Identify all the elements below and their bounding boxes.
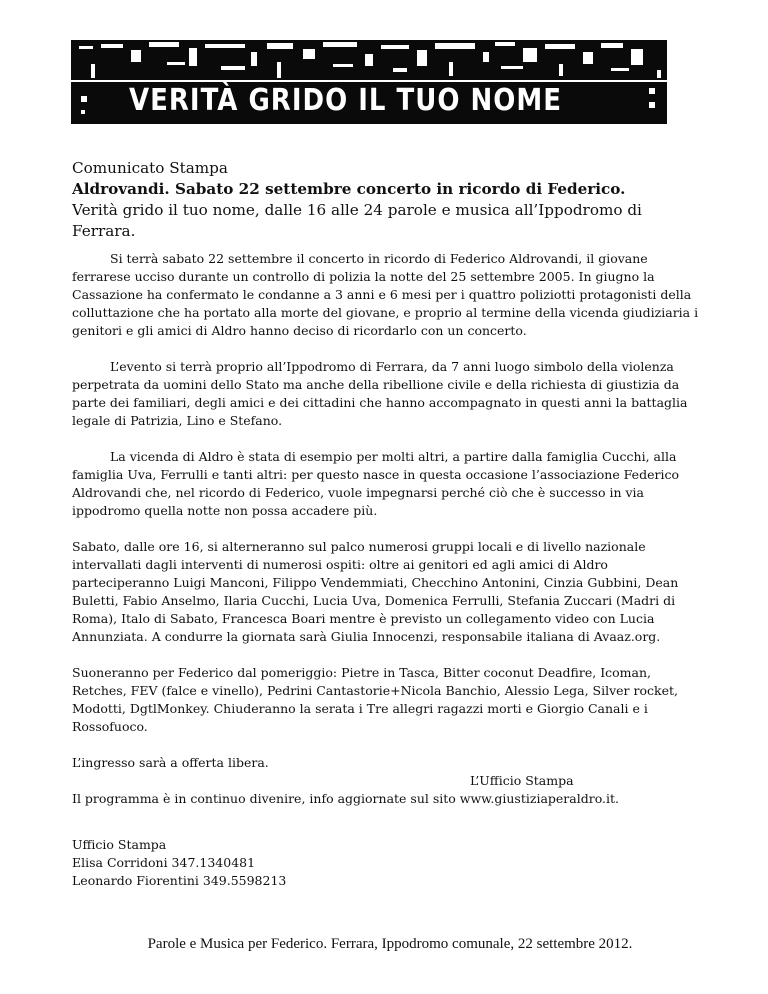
contact-2: Leonardo Fiorentini 349.5598213 xyxy=(72,873,287,888)
paragraph-7: Il programma è in continuo divenire, info aggiornate sul sito www.giustiziaperaldro.it. xyxy=(72,791,619,806)
contacts-block xyxy=(72,836,286,890)
contacts-title: Ufficio Stampa xyxy=(72,837,167,852)
press-header xyxy=(72,158,672,242)
paragraph-4: Sabato, dalle ore 16, si alterneranno sul palco numerosi gruppi locali e di livello nazionale intervallati dagli interventi di numerosi ospiti: oltre ai genitori ed agli amici di Aldro parteciperanno Luigi Manconi, Filippo Vendemmiati, Checchino Antonini, Cinzia Gubbini, Dean Buletti, Fabio Anselmo, Ilaria Cucchi, Lucia Uva, Domenica Ferrulli, Stefania Zuccari (Madri di Roma), Italo di Sabato, Francesca Boari mentre è previsto un collegamento video con Lucia Annunziata. A condurre la giornata sarà Giulia Innocenzi, responsabile italiana di Avaaz.org. xyxy=(72,539,679,644)
press-release-label: Comunicato Stampa xyxy=(72,159,228,177)
paragraph-6: L’ingresso sarà a offerta libera. xyxy=(72,755,269,770)
paragraph-1: Si terrà sabato 22 settembre il concerto in ricordo di Federico Aldrovandi, il giovane ferrarese ucciso durante un controllo di polizia la notte del 25 settembre 2005. In giugno la Cassazione ha confermato le condanne a 3 anni e 6 mesi per i quattro poliziotti protagonisti della colluttazione che ha portato alla morte del giovane, e proprio al termine della vicenda giudiziaria i genitori e gli amici di Aldro hanno deciso di ricordarlo con un concerto. xyxy=(72,251,699,338)
paragraph-5: Suoneranno per Federico dal pomeriggio: Pietre in Tasca, Bitter coconut Deadfire, Icoman, Retches, FEV (falce e vinello), Pedrini Cantastorie+Nicola Banchio, Alessio Lega, Silver rocket, Modotti, DgtlMonkey. Chiuderanno la serata i Tre allegri ragazzi morti e Giorgio Canali e i Rossofuoco. xyxy=(72,665,678,734)
press-subtitle: Verità grido il tuo nome, dalle 16 alle 24 parole e musica all’Ippodromo di Ferrara. xyxy=(72,201,642,240)
header-banner xyxy=(71,40,667,124)
page-footer: Parole e Musica per Federico. Ferrara, Ippodromo comunale, 22 settembre 2012. xyxy=(147,936,633,952)
press-body xyxy=(72,250,700,826)
contact-1: Elisa Corridoni 347.1340481 xyxy=(72,855,256,870)
banner-slogan: VERITÀ GRIDO IL TUO NOME xyxy=(129,83,563,119)
signature: L’Ufficio Stampa xyxy=(470,773,574,788)
press-title: Aldrovandi. Sabato 22 settembre concerto in ricordo di Federico. xyxy=(72,180,626,198)
paragraph-2: L’evento si terrà proprio all’Ippodromo di Ferrara, da 7 anni luogo simbolo della violenza perpetrata da uomini dello Stato ma anche della ribellione civile e della richiesta di giustizia da parte dei familiari, degli amici e dei cittadini che hanno accompagnato in questi anni la battaglia legale di Patrizia, Lino e Stefano. xyxy=(72,359,688,428)
paragraph-3: La vicenda di Aldro è stata di esempio per molti altri, a partire dalla famiglia Cucchi, alla famiglia Uva, Ferrulli e tanti altri: per questo nasce in questa occasione l’associazione Federico Aldrovandi che, nel ricordo di Federico, vuole impegnarsi perché ciò che è successo in via ippodromo quella notte non possa accadere più. xyxy=(72,449,679,518)
